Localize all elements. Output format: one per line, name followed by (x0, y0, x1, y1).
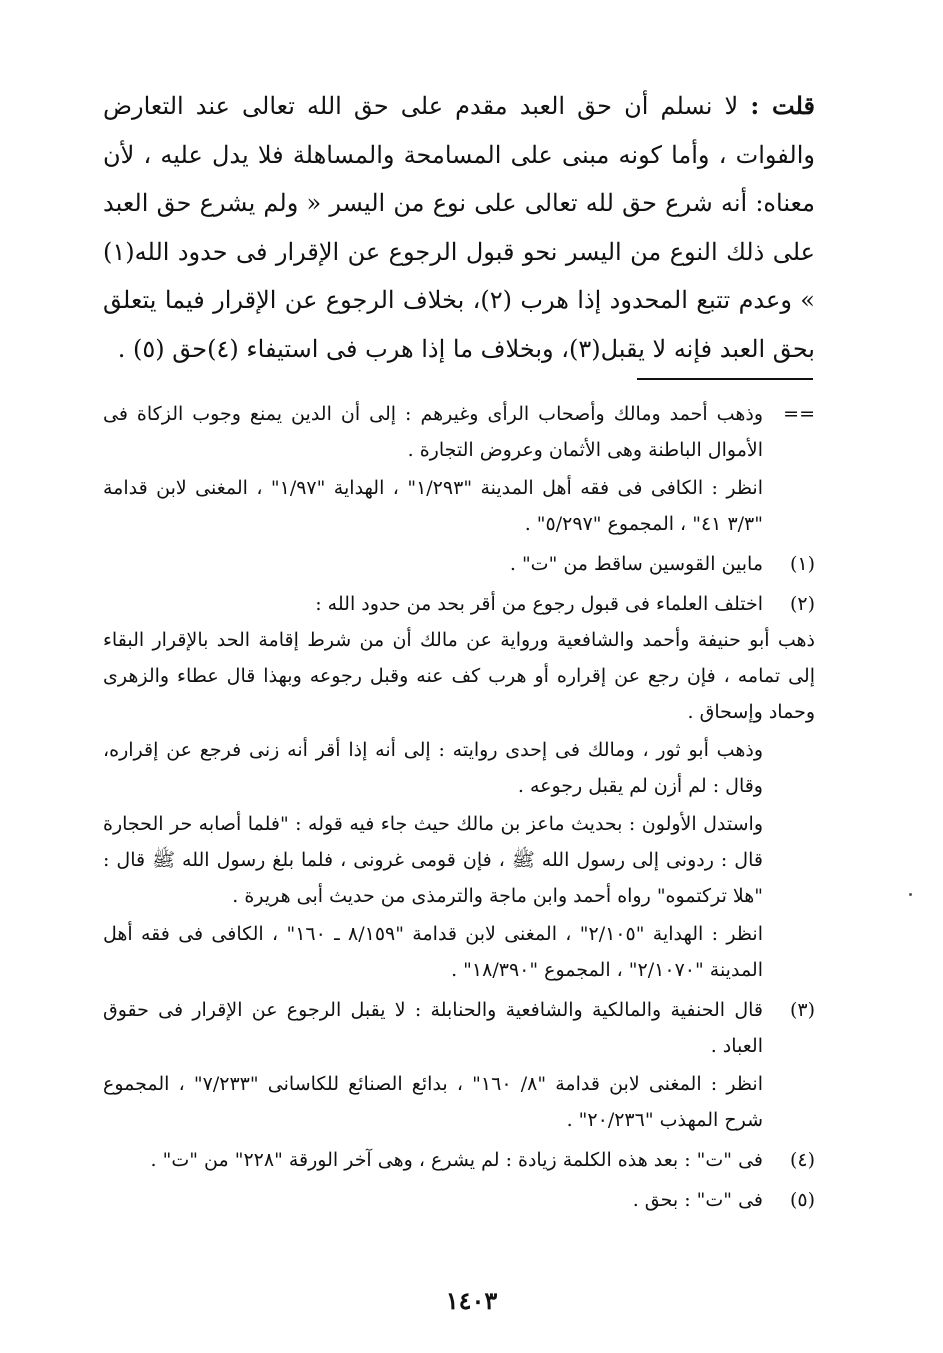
footnote-number: (٣) (789, 999, 815, 1021)
main-paragraph (103, 82, 815, 373)
footnote-paragraph: ذهب أبو حنيفة وأحمد والشافعية ورواية عن مالك أن من شرط إقامة الحد بالإقرار البقاء إلى تمامه ، فإن رجع عن إقراره أو هرب كف عنه وقبل رجوعه وبهذا قال عطاء والزهرى وحماد وإسحاق . (103, 629, 815, 723)
footnote-1 (103, 546, 815, 582)
footnote-number: (٥) (789, 1189, 815, 1211)
footnote-text: قال الحنفية والمالكية والشافعية والحنابلة : لا يقبل الرجوع عن الإقرار فى حقوق العباد . (103, 999, 763, 1057)
footnote-text: مابين القوسين ساقط من "ت" . (509, 553, 763, 575)
footnote-paragraph: وذهب أبو ثور ، ومالك فى إحدى روايته : إلى أنه إذا أقر أنه زنى فرجع عن إقراره، وقال : لم أزن لم يقبل رجوعه . (103, 739, 763, 797)
footnote-reference: انظر : المغنى لابن قدامة "٨/ ١٦٠" ، بدائع الصنائع للكاسانى "٧/٢٣٣" ، المجموع شرح المهذب "٢٠/٢٣٦" . (103, 1073, 763, 1131)
footnote-reference: انظر : الكافى فى فقه أهل المدينة "١/٢٩٣" ، الهداية "١/٩٧" ، المغنى لابن قدامة "٣/٣ ٤١" ، المجموع "٥/٢٩٧" . (103, 477, 763, 535)
footnote-4 (103, 1142, 815, 1178)
footnote-separator (637, 378, 813, 380)
footnote-intro: اختلف العلماء فى قبول رجوع من أقر بحد من حدود الله : (315, 593, 763, 615)
scan-speck (909, 893, 912, 896)
continuation-marker: == (783, 403, 815, 425)
footnote-2 (103, 586, 815, 988)
footnote-number: (٤) (789, 1149, 815, 1171)
footnote-reference: انظر : الهداية "٢/١٠٥" ، المغنى لابن قدامة "٨/١٥٩ ـ ١٦٠" ، الكافى فى فقه أهل المدينة "٢/١٠٧٠" ، المجموع "١٨/٣٩٠" . (103, 923, 763, 981)
footnote-number: (١) (789, 553, 815, 575)
footnotes (103, 396, 815, 1222)
footnote-continuation (103, 396, 815, 542)
footnote-text: وذهب أحمد ومالك وأصحاب الرأى وغيرهم : إلى أن الدين يمنع وجوب الزكاة فى الأموال الباطنة وهى الأثمان وعروض التجارة . (103, 403, 763, 461)
footnote-5 (103, 1182, 815, 1218)
page-number: ١٤٠٣ (445, 1286, 498, 1315)
footnote-paragraph: واستدل الأولون : بحديث ماعز بن مالك حيث جاء فيه قوله : "فلما أصابه حر الحجارة قال : ردونى إلى رسول الله ﷺ ، فإن قومى غرونى ، فلما بلغ رسول الله ﷺ قال : "هلا تركتموه" رواه أحمد وابن ماجة والترمذى من حديث أبى هريرة . (103, 813, 763, 907)
footnote-3 (103, 992, 815, 1138)
footnote-text: فى "ت" : بعد هذه الكلمة زيادة : لم يشرع ، وهى آخر الورقة "٢٢٨" من "ت" . (150, 1149, 763, 1171)
footnote-number: (٢) (789, 593, 815, 615)
main-body-text: لا نسلم أن حق العبد مقدم على حق الله تعالى عند التعارض والفوات ، وأما كونه مبنى على المسامحة والمساهلة فلا يدل عليه ، لأن معناه: أنه شرع حق لله تعالى على نوع من اليسر « ولم يشرع حق العبد على ذلك النوع من اليسر نحو قبول الرجوع عن الإقرار فى حدود الله(١) » وعدم تتبع المحدود إذا هرب (٢)، بخلاف الرجوع عن الإقرار فيما يتعلق بحق العبد فإنه لا يقبل(٣)، وبخلاف ما إذا هرب فى استيفاء (٤)حق (٥) . (103, 92, 815, 363)
footnote-text: فى "ت" : بحق . (632, 1189, 763, 1211)
lead-word: قلت : (750, 91, 815, 120)
